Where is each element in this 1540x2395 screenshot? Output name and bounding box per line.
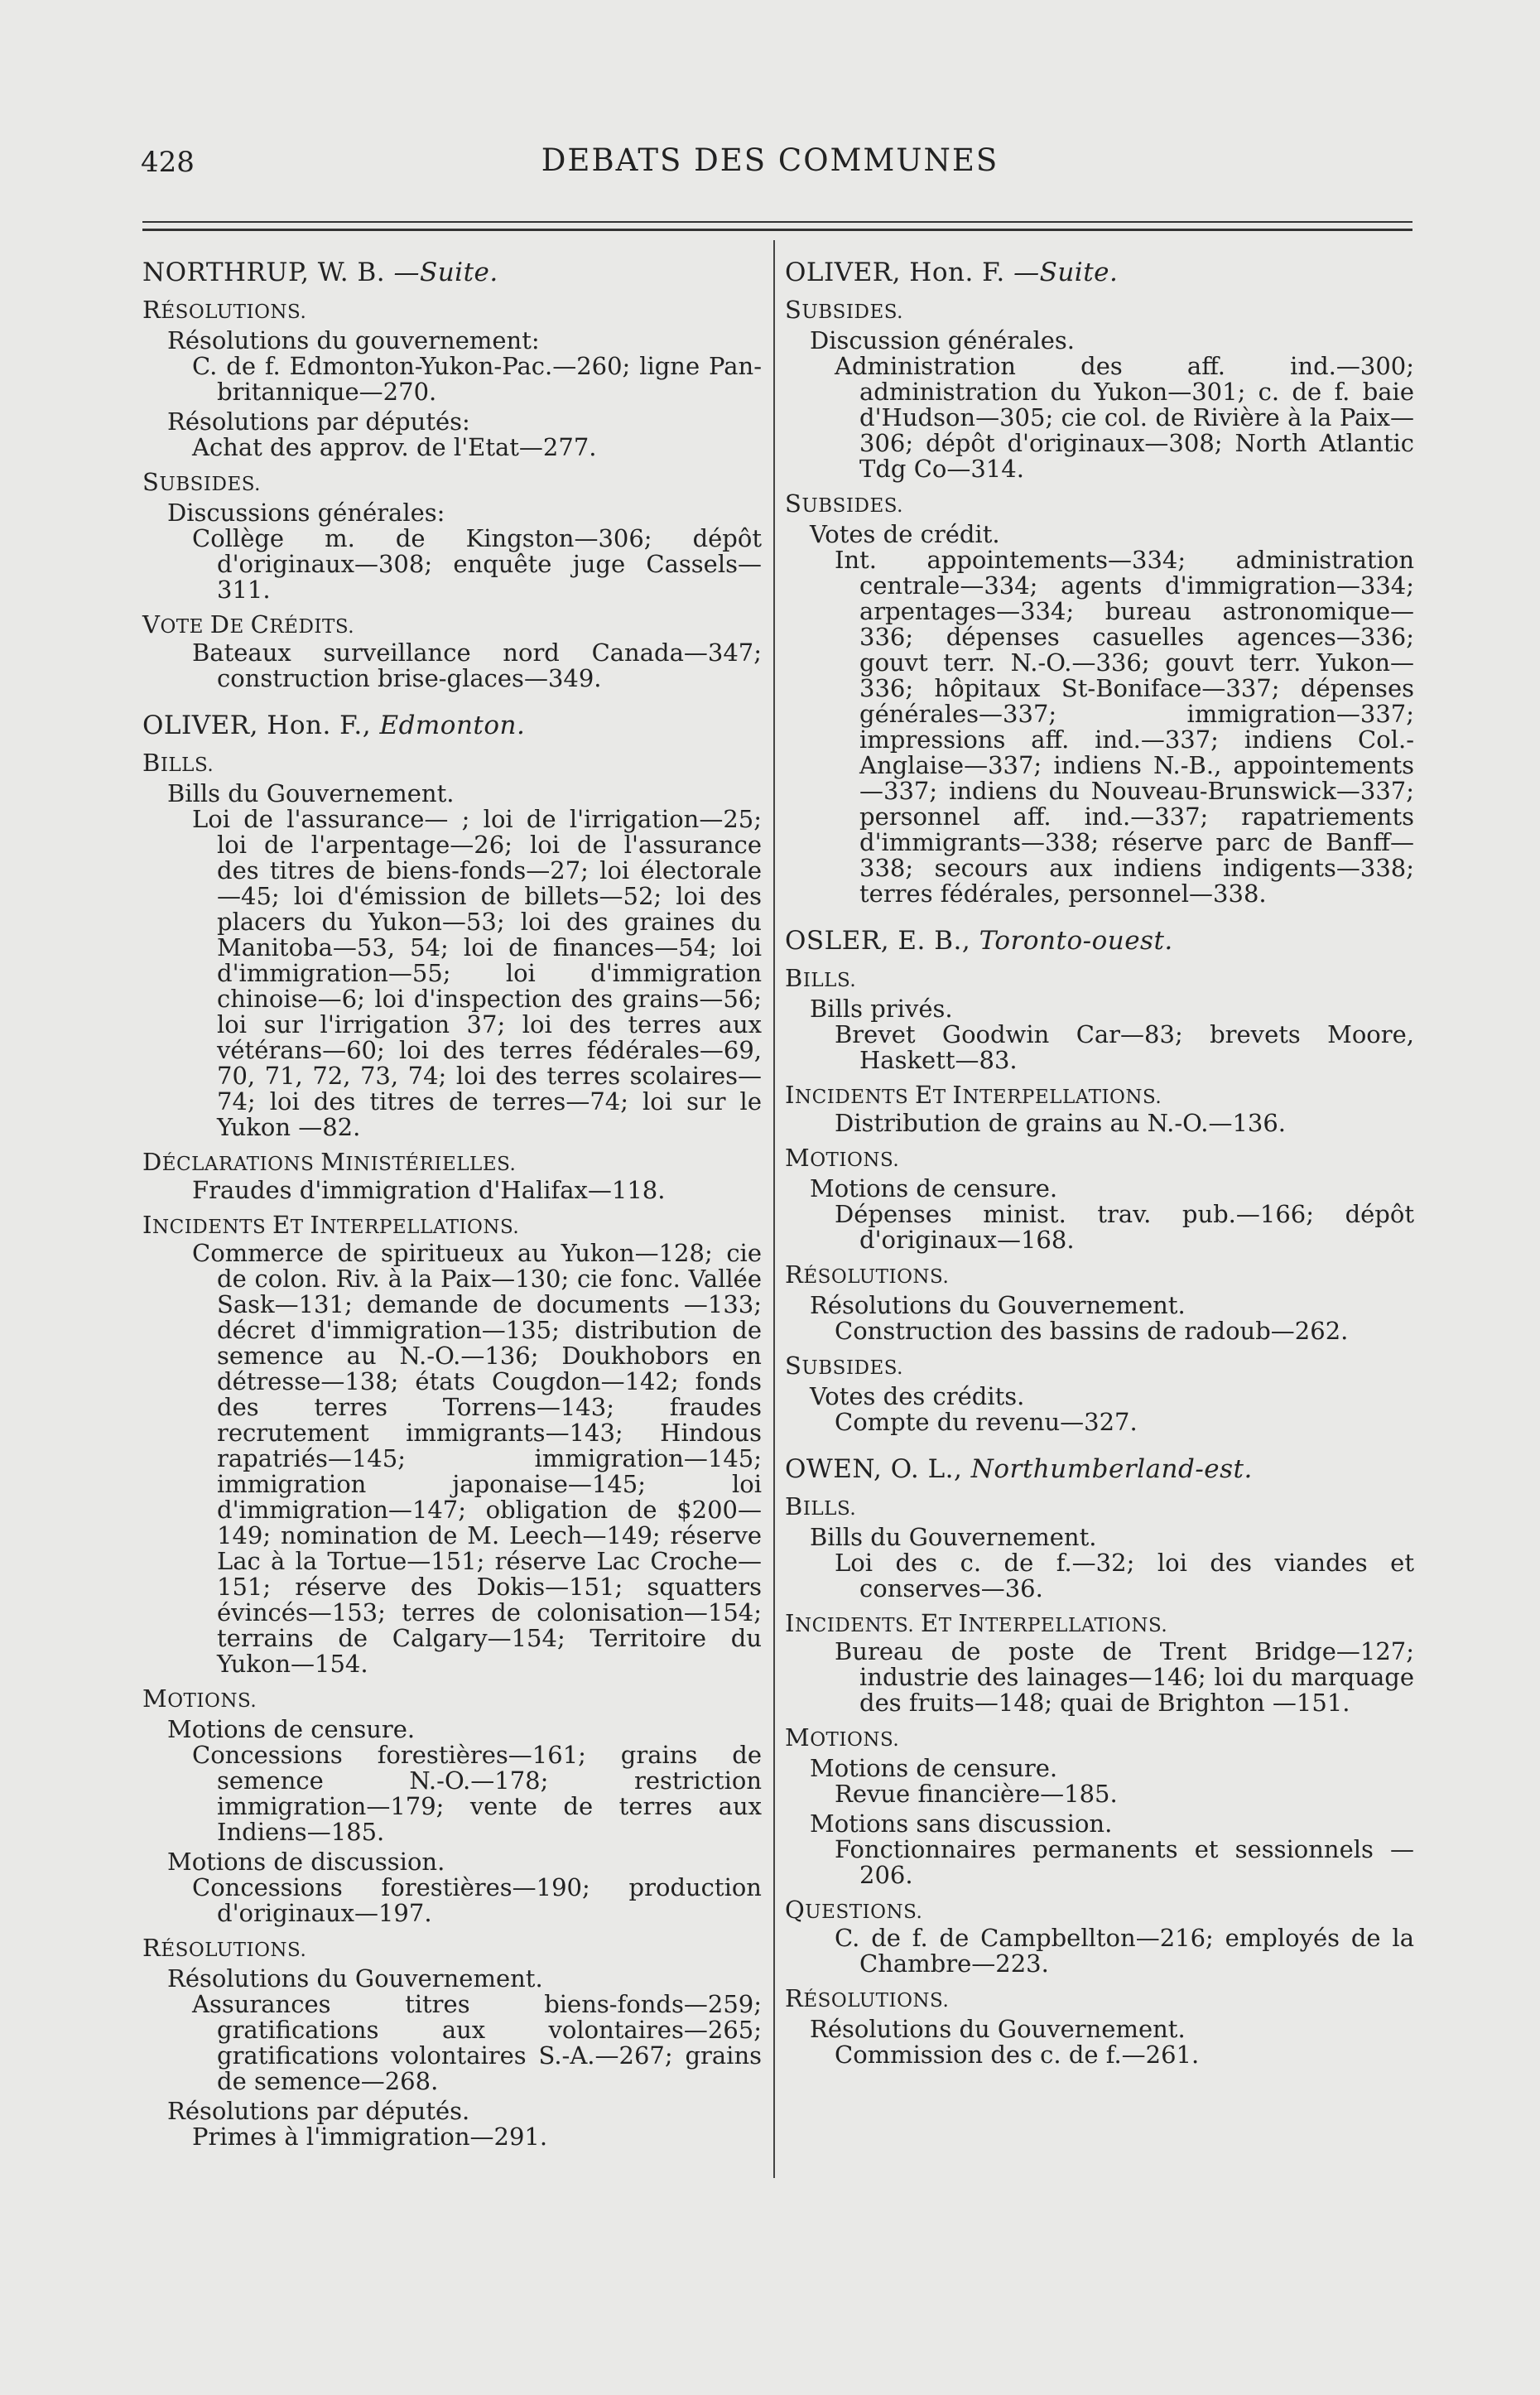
left-column	[142, 257, 762, 2168]
section-heading: BILLS.	[785, 964, 857, 992]
section-heading: SUBSIDES.	[142, 468, 261, 496]
subheading: Motions de discussion.	[167, 1848, 445, 1876]
subheading: Motions de censure.	[167, 1715, 416, 1743]
entry-name: NORTHRUP, W. B. —Suite.	[142, 258, 498, 287]
subheading: Résolutions du Gouvernement.	[810, 1291, 1186, 1319]
entry-suffix: Edmonton.	[379, 711, 526, 740]
index-item: Dépenses minist. trav. pub.—166; dépôt d'originaux—168.	[835, 1200, 1414, 1254]
entry-name: OLIVER, Hon. F., Edmonton.	[142, 711, 526, 740]
subheading: Votes des crédits.	[810, 1382, 1025, 1410]
section-heading: INCIDENTS. ET INTERPELLATIONS.	[785, 1609, 1168, 1637]
section-heading: INCIDENTS ET INTERPELLATIONS.	[142, 1211, 520, 1239]
index-item: Loi des c. de f.—32; loi des viandes et conserves—36.	[835, 1549, 1414, 1602]
subheading: Résolutions par députés.	[167, 2097, 470, 2125]
subheading: Résolutions par députés:	[167, 407, 470, 436]
index-item: Int. appointements—334; administration centrale—334; agents d'immigration—334; arpentages—334; bureau astronomique—336; dépenses casuelles agences—336; gouvt terr. N.-O.—336; gouvt terr. Yukon—336; hôpitaux St-Boniface—337; dépenses générales—337; immigration—337; impressions aff. ind.—337; indiens Col.-Anglaise—337; indiens N.-B., appointements—337; indiens du Nouveau-Brunswick—337; personnel aff. ind.—337; rapatriements d'immigrants—338; réserve parc de Banff—338; secours aux indiens indigents—338; terres fédérales, personnel—338.	[835, 546, 1414, 908]
index-item: Fonctionnaires permanents et sessionnels —206.	[835, 1835, 1414, 1889]
subheading: Bills privés.	[810, 995, 953, 1023]
index-item: Achat des approv. de l'Etat—277.	[192, 433, 597, 461]
index-entry	[142, 710, 762, 2150]
section-heading: MOTIONS.	[785, 1144, 900, 1172]
page-title: DEBATS DES COMMUNES	[541, 142, 999, 178]
section-heading: SUBSIDES.	[785, 1352, 903, 1380]
entry-suffix: —Suite.	[393, 258, 498, 287]
section-heading: VOTE DE CRÉDITS.	[142, 610, 355, 639]
index-item: Distribution de grains au N.-O.—136.	[835, 1109, 1287, 1137]
index-item: Brevet Goodwin Car—83; brevets Moore, Haskett—83.	[835, 1020, 1414, 1074]
index-entry	[785, 257, 1414, 907]
index-item: Fraudes d'immigration d'Halifax—118.	[192, 1176, 666, 1204]
header-rule-top	[142, 221, 1412, 223]
section-heading: BILLS.	[142, 749, 214, 777]
entry-name: OSLER, E. B., Toronto-ouest.	[785, 926, 1173, 956]
entry-suffix: —Suite.	[1013, 258, 1119, 287]
index-item: Concessions forestières—161; grains de semence N.-O.—178; restriction immigration—179; vente de terres aux Indiens—185.	[192, 1741, 762, 1846]
page-number: 428	[141, 146, 195, 179]
entry-name: OWEN, O. L., Northumberland-est.	[785, 1454, 1253, 1484]
subheading: Résolutions du Gouvernement.	[810, 2015, 1186, 2043]
index-item: Commission des c. de f.—261.	[835, 2041, 1200, 2069]
index-entry	[142, 257, 762, 692]
index-item: Loi de l'assurance— ; loi de l'irrigation—25; loi de l'arpentage—26; loi de l'assurance des titres de biens-fonds—27; loi électorale—45; loi d'émission de billets—52; loi des placers du Yukon—53; loi des graines du Manitoba—53, 54; loi de finances—54; loi d'immigration—55; loi d'immigration chinoise—6; loi d'inspection des grains—56; loi sur l'irrigation 37; loi des terres aux vétérans—60; loi des terres fédérales—69, 70, 71, 72, 73, 74; loi des terres scolaires—74; loi des titres de terres—74; loi sur le Yukon —82.	[192, 805, 762, 1141]
section-heading: RÉSOLUTIONS.	[142, 1934, 307, 1962]
subheading: Résolutions du gouvernement:	[167, 326, 540, 354]
section-heading: MOTIONS.	[785, 1723, 900, 1752]
right-column	[785, 257, 1414, 2086]
section-heading: RÉSOLUTIONS.	[142, 296, 307, 324]
subheading: Motions de censure.	[810, 1174, 1058, 1202]
index-item: Primes à l'immigration—291.	[192, 2123, 548, 2151]
section-heading: DÉCLARATIONS MINISTÉRIELLES.	[142, 1148, 517, 1176]
index-entry	[785, 925, 1414, 1435]
subheading: Votes de crédit.	[810, 520, 1000, 548]
section-heading: RÉSOLUTIONS.	[785, 1984, 950, 2012]
subheading: Bills du Gouvernement.	[167, 779, 455, 807]
header-rule-bottom	[142, 229, 1412, 231]
subheading: Motions sans discussion.	[810, 1810, 1113, 1838]
index-item: Revue financière—185.	[835, 1780, 1118, 1808]
section-heading: MOTIONS.	[142, 1684, 257, 1713]
index-entry	[785, 1453, 1414, 2068]
index-item: C. de f. Edmonton-Yukon-Pac.—260; ligne Pan-britannique—270.	[192, 352, 762, 406]
index-item: Collège m. de Kingston—306; dépôt d'originaux—308; enquête juge Cassels—311.	[192, 524, 762, 604]
section-heading: SUBSIDES.	[785, 489, 903, 518]
index-item: Concessions forestières—190; production d'originaux—197.	[192, 1873, 762, 1927]
subheading: Motions de censure.	[810, 1754, 1058, 1782]
section-heading: RÉSOLUTIONS.	[785, 1260, 950, 1289]
index-item: Assurances titres biens-fonds—259; gratifications aux volontaires—265; gratifications volontaires S.-A.—267; grains de semence—268.	[192, 1990, 762, 2095]
index-item: Administration des aff. ind.—300; administration du Yukon—301; c. de f. baie d'Hudson—305; cie col. de Rivière à la Paix—306; dépôt d'originaux—308; North Atlantic Tdg Co—314.	[835, 352, 1414, 483]
column-divider	[773, 240, 775, 2178]
subheading: Discussions générales:	[167, 499, 445, 527]
index-item: Commerce de spiritueux au Yukon—128; cie de colon. Riv. à la Paix—130; cie fonc. Vallée Sask—131; demande de documents —133; décret d'immigration—135; distribution de semence au N.-O.—136; Doukhobors en détresse—138; états Cougdon—142; fonds des terres Torrens—143; fraudes recrutement immigrants—143; Hindous rapatriés—145; immigration—145; immigration japonaise—145; loi d'immigration—147; obligation de $200—149; nomination de M. Leech—149; réserve Lac à la Tortue—151; réserve Lac Croche—151; réserve des Dokis—151; squatters évincés—153; terres de colonisation—154; terrains de Calgary—154; Territoire du Yukon—154.	[192, 1239, 762, 1678]
section-heading: BILLS.	[785, 1492, 857, 1520]
index-item: Compte du revenu—327.	[835, 1408, 1138, 1436]
index-item: C. de f. de Campbellton—216; employés de la Chambre—223.	[835, 1924, 1414, 1978]
page-header	[0, 142, 1540, 184]
subheading: Résolutions du Gouvernement.	[167, 1964, 543, 1993]
subheading: Bills du Gouvernement.	[810, 1523, 1097, 1551]
index-item: Bureau de poste de Trent Bridge—127; industrie des lainages—146; loi du marquage des fruits—148; quai de Brighton —151.	[835, 1637, 1414, 1717]
subheading: Discussion générales.	[810, 326, 1075, 354]
index-item: Bateaux surveillance nord Canada—347; construction brise-glaces—349.	[192, 639, 762, 692]
entry-suffix: Toronto-ouest.	[979, 926, 1173, 956]
index-item: Construction des bassins de radoub—262.	[835, 1317, 1349, 1345]
section-heading: SUBSIDES.	[785, 296, 903, 324]
section-heading: INCIDENTS ET INTERPELLATIONS.	[785, 1081, 1162, 1109]
entry-name: OLIVER, Hon. F. —Suite.	[785, 258, 1119, 287]
entry-suffix: Northumberland-est.	[970, 1454, 1253, 1484]
section-heading: QUESTIONS.	[785, 1896, 923, 1924]
